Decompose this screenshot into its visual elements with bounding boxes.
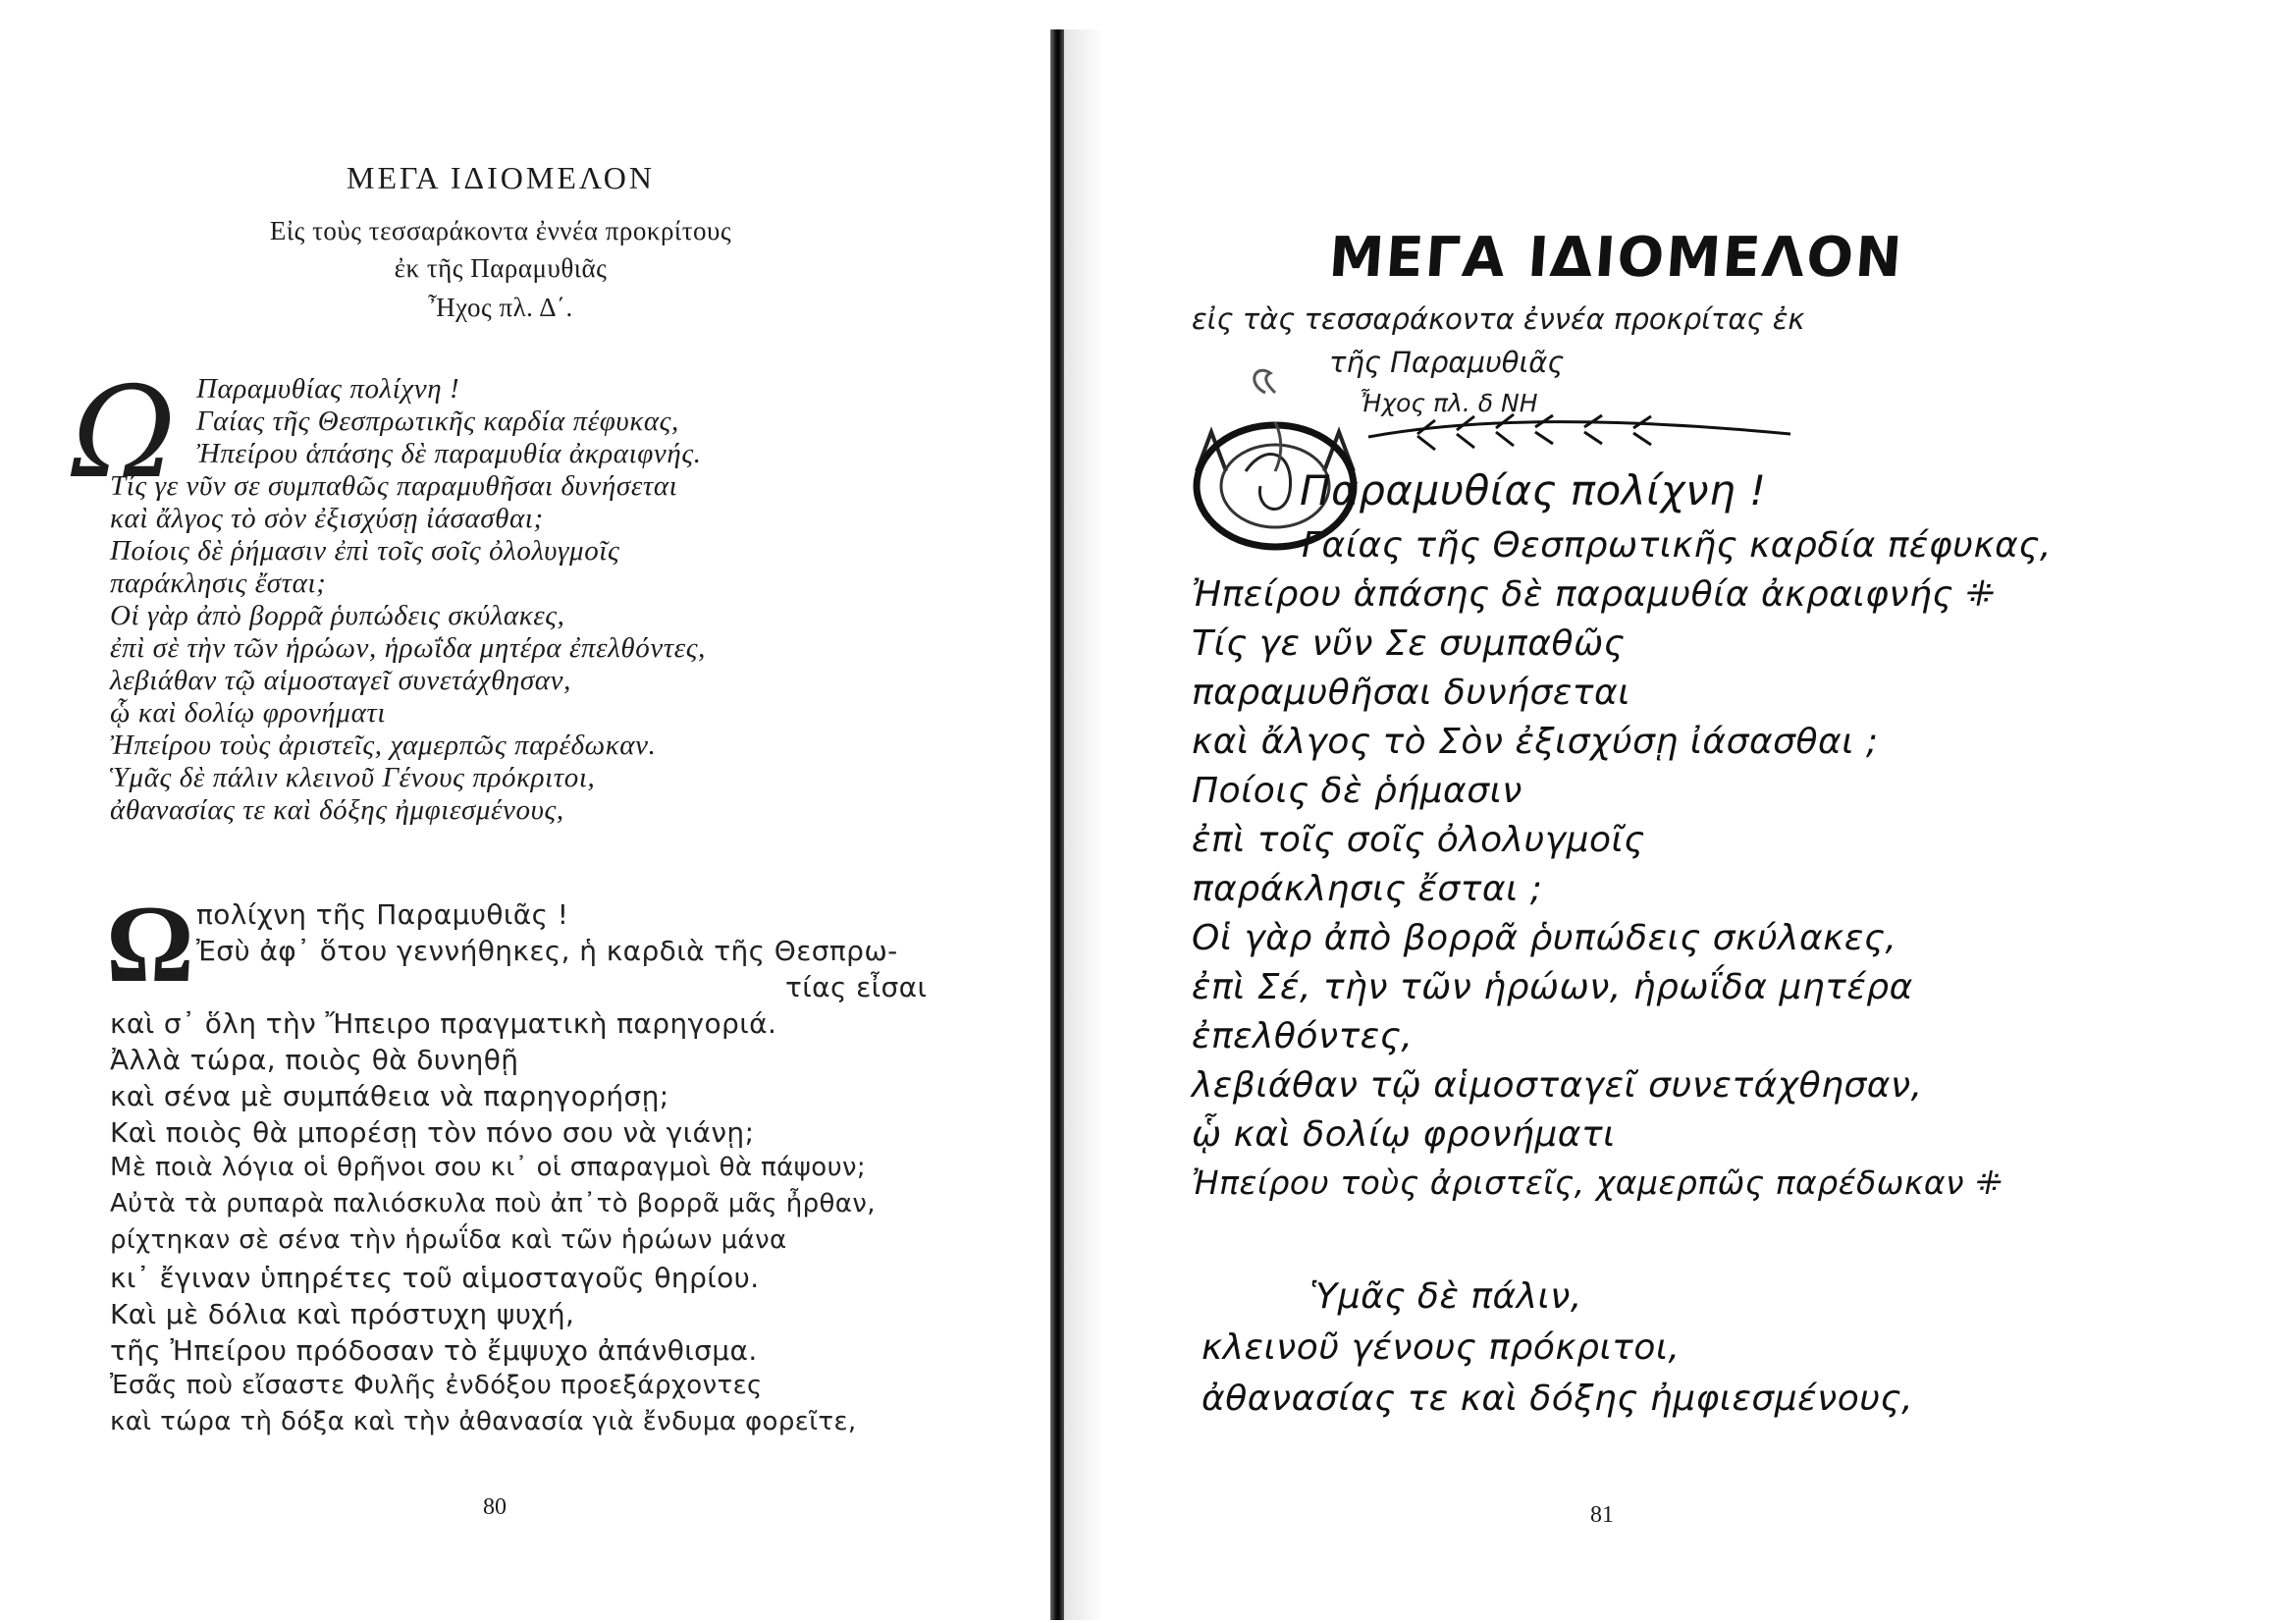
left-stanza1-line: ἐπὶ σὲ τὴν τῶν ἡρώων, ἡρωΐδα μητέρα ἐπελθόντες, [110,632,707,664]
right-line: καὶ ἄλγος τὸ Σὸν ἐξισχύσῃ ἰάσασθαι ; [1192,722,1879,762]
right-line: ἐπελθόντες, [1192,1016,1414,1056]
left-stanza1-line: Ποίοις δὲ ῥήμασιν ἐπὶ τοῖς σοῖς ὀλολυγμοῖς [110,535,620,567]
right-line: Ποίοις δὲ ῥήμασιν [1192,771,1522,811]
left-drop-cap-2: Ω [106,884,194,1005]
left-subtitle-line-2: ἐκ τῆς Παραμυθιᾶς [394,253,608,283]
right-line: Ὑμᾶς δὲ πάλιν, [1309,1276,1582,1317]
left-stanza1-line: ἀθανασίας τε καὶ δόξης ἠμφιεσμένους, [110,794,564,826]
left-drop-cap-1: Ω [72,360,177,507]
left-stanza1-line: Παραμυθίας πολίχνη ! [196,373,460,405]
left-stanza2-line: τῆς Ἠπείρου πρόδοσαν τὸ ἔμψυχο ἀπάνθισμα. [110,1334,758,1367]
left-stanza1-line: Γαίας τῆς Θεσπρωτικῆς καρδία πέφυκας, [196,406,679,437]
right-line: ᾧ καὶ δολίῳ φρονήματι [1192,1114,1616,1155]
left-stanza1-line: παράκλησις ἔσται; [110,568,327,599]
left-stanza2-line: Καὶ μὲ δόλια καὶ πρόστυχη ψυχή, [110,1298,575,1330]
right-page-title: ΜΕΓΑ ΙΔΙΟΜΕΛΟΝ [1326,226,1906,290]
left-stanza1-line: Ὑμᾶς δὲ πάλιν κλεινοῦ Γένους πρόκριτοι, [110,762,596,793]
right-line: Τίς γε νῦν Σε συμπαθῶς [1192,623,1626,664]
left-stanza2-line: τίας εἶσαι [785,971,928,1003]
left-stanza1-line: λεβιάθαν τῷ αἱμοσταγεῖ συνετάχθησαν, [110,665,571,696]
left-stanza1-line: Ἠπείρου τοὺς ἀριστεῖς, χαμερπῶς παρέδωκαν. [110,730,657,761]
right-subtitle-line-1: εἰς τὰς τεσσαράκοντα ἐννέα προκρίτας ἐκ [1192,302,1805,336]
left-subtitle-line-1: Εἰς τοὺς τεσσαράκοντα ἐννέα προκρίτους [269,216,732,245]
right-line: κλεινοῦ γένους πρόκριτοι, [1201,1327,1681,1368]
left-stanza2-line: ρίχτηκαν σὲ σένα τὴν ἡρωΐδα καὶ τῶν ἡρώων μάνα [110,1225,787,1255]
left-stanza2-line: κι᾽ ἔγιναν ὑπηρέτες τοῦ αἱμοσταγοῦς θηρίου. [110,1262,760,1294]
right-line: ἀθανασίας τε καὶ δόξης ἠμφιεσμένους, [1201,1379,1914,1419]
left-stanza2-line: Ἀλλὰ τώρα, ποιὸς θὰ δυνηθῇ [110,1044,519,1076]
left-page [0,0,1050,1623]
right-page [1064,0,2296,1623]
right-line: παράκλησις ἔσται ; [1192,869,1543,909]
left-stanza2-line: πολίχνη τῆς Παραμυθιᾶς ! [196,898,569,931]
book-spine [1050,29,1064,1620]
left-stanza2-line: Αὐτὰ τὰ ρυπαρὰ παλιόσκυλα ποὺ ἀπ᾽τὸ βορρᾶ μᾶς ἦρθαν, [110,1189,876,1218]
right-line: ἐπὶ τοῖς σοῖς ὀλολυγμοῖς [1192,820,1645,860]
left-stanza2-line: Ἐσᾶς ποὺ εἴσαστε Φυλῆς ἐνδόξου προεξάρχοντες [110,1371,763,1400]
left-stanza2-line: Ἐσὺ ἀφ᾽ ὅτου γεννήθηκες, ἡ καρδιὰ τῆς Θεσπρω- [196,935,898,967]
left-stanza2-line: Καὶ ποιὸς θὰ μπορέσῃ τὸν πόνο σου νὰ γιάνῃ; [110,1116,755,1149]
left-stanza2-line: καὶ τώρα τὴ δόξα καὶ τὴν ἀθανασία γιὰ ἔνδυμα φορεῖτε, [110,1407,857,1436]
left-subtitle-tone: Ἦχος πλ. Δ΄. [428,293,573,322]
right-line: Οἱ γὰρ ἀπὸ βορρᾶ ῥυπώδεις σκύλακες, [1192,918,1897,958]
right-line: λεβιάθαν τῷ αἱμοσταγεῖ συνετάχθησαν, [1192,1065,1923,1106]
right-line: Ἠπείρου τοὺς ἀριστεῖς, χαμερπῶς παρέδωκαν ⁜ [1192,1163,2003,1202]
leaf-ornament-icon [1359,412,1800,461]
left-stanza1-line: καὶ ἄλγος τὸ σὸν ἐξισχύσῃ ἰάσασθαι; [110,503,544,534]
right-subtitle-line-2: τῆς Παραμυθιᾶς [1329,346,1565,379]
right-line: παραμυθῆσαι δυνήσεται [1192,673,1630,713]
right-subtitle-tone: Ἦχος πλ. δ ΝΗ [1359,389,1538,417]
left-stanza2-line: Μὲ ποιὰ λόγια οἱ θρῆνοι σου κι᾽ οἱ σπαραγμοὶ θὰ πάψουν; [110,1153,867,1182]
right-line: Παραμυθίας πολίχνη ! [1300,466,1767,514]
right-line: Γαίας τῆς Θεσπρωτικῆς καρδία πέφυκας, [1302,525,2052,566]
left-stanza2-line: καὶ σ᾽ ὅλη τὴν Ἤπειρο πραγματικὴ παρηγοριά. [110,1007,777,1040]
right-page-number: 81 [1590,1502,1614,1528]
left-page-title: ΜΕΓΑ ΙΔΙΟΜΕΛΟΝ [347,160,655,195]
left-stanza1-line: ᾧ καὶ δολίῳ φρονήματι [110,697,387,729]
left-stanza1-line: Οἱ γὰρ ἀπὸ βορρᾶ ῥυπώδεις σκύλακες, [110,600,565,631]
right-line: Ἠπείρου ἁπάσης δὲ παραμυθία ἀκραιφνής ⁜ [1192,574,1996,615]
right-line: ἐπὶ Σέ, τὴν τῶν ἡρώων, ἡρωΐδα μητέρα [1192,967,1913,1007]
left-stanza1-line: Ἠπείρου ἁπάσης δὲ παραμυθία ἀκραιφνής. [196,438,702,469]
left-stanza1-line: Τίς γε νῦν σε συμπαθῶς παραμυθῆσαι δυνήσεται [110,470,678,502]
left-stanza2-line: καὶ σένα μὲ συμπάθεια νὰ παρηγορήσῃ; [110,1080,669,1112]
left-page-number: 80 [483,1494,507,1520]
